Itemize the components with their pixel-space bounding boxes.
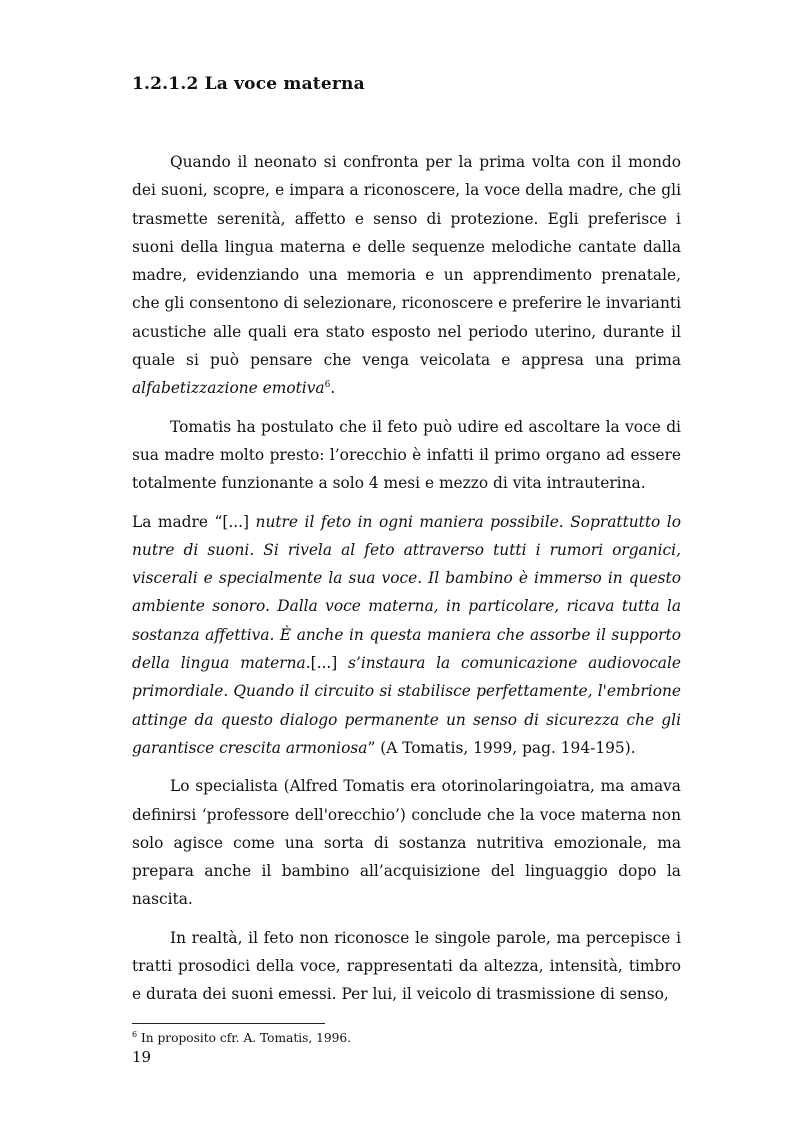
emphasis-text: alfabetizzazione emotiva: [132, 379, 325, 398]
quote-intro: La madre “[...]: [132, 512, 256, 531]
paragraph-2: [132, 413, 681, 498]
footnote-text: In proposito cfr. A. Tomatis, 1996.: [137, 1031, 352, 1045]
page-number: 19: [132, 1048, 152, 1066]
footnote-divider: [132, 1023, 325, 1024]
paragraph-1-end: .: [330, 379, 336, 398]
quote-text-part2: s’instaura la comunicazione audiovocale primordiale. Quando il circuito si stabilisce perfettamente, l'embrione attinge da questo dialogo permanente un senso di sicurezza che gli garantisce crescita armoniosa: [132, 654, 681, 757]
paragraph-4: [132, 772, 681, 913]
footnote: [132, 1030, 351, 1046]
paragraph-5-text: In realtà, il feto non riconosce le singole parole, ma percepisce i tratti prosodici della voce, rappresentati da altezza, intensità, timbro e durata dei suoni emessi. Per lui, il veicolo di trasmissione di senso,: [132, 928, 681, 1004]
quote-ellipsis: [...]: [310, 654, 349, 673]
paragraph-1: [132, 148, 681, 403]
quote-citation: ” (A Tomatis, 1999, pag. 194-195).: [367, 738, 636, 757]
paragraph-1-text: Quando il neonato si confronta per la prima volta con il mondo dei suoni, scopre, e impara a riconoscere, la voce della madre, che gli trasmette serenità, affetto e senso di protezione. Egli preferisce i suoni della lingua materna e delle sequenze melodiche cantate dalla madre, evidenziando una memoria e un apprendimento prenatale, che gli consentono di selezionare, riconoscere e preferire le invarianti acustiche alle quali era stato esposto nel periodo uterino, durante il quale si può pensare che venga veicolata e appresa una prima: [132, 153, 681, 370]
paragraph-3-quote: [132, 508, 681, 763]
paragraph-4-text: Lo specialista (Alfred Tomatis era otorinolaringoiatra, ma amava definirsi ‘professore dell'orecchio’) conclude che la voce materna non solo agisce come una sorta di sostanza nutritiva emozionale, ma prepara anche il bambino all’acquisizione del linguaggio dopo la nascita.: [132, 777, 681, 909]
footnote-marker: 6: [132, 1029, 138, 1039]
quote-text-part1: nutre il feto in ogni maniera possibile. Soprattutto lo nutre di suoni. Si rivela al feto attraverso tutti i rumori organici, viscerali e specialmente la sua voce. Il bambino è immerso in questo ambiente sonoro. Dalla voce materna, in particolare, ricava tutta la sostanza affettiva. È anche in questa maniera che assorbe il supporto della lingua materna.: [132, 512, 681, 673]
section-heading: 1.2.1.2 La voce materna: [132, 74, 365, 94]
body-text: [132, 148, 681, 1019]
paragraph-2-text: Tomatis ha postulato che il feto può udire ed ascoltare la voce di sua madre molto presto: l’orecchio è infatti il primo organo ad essere totalmente funzionante a solo 4 mesi e mezzo di vita intrauterina.: [132, 417, 681, 493]
footnote-reference[interactable]: 6: [324, 380, 331, 391]
paragraph-5: [132, 924, 681, 1009]
